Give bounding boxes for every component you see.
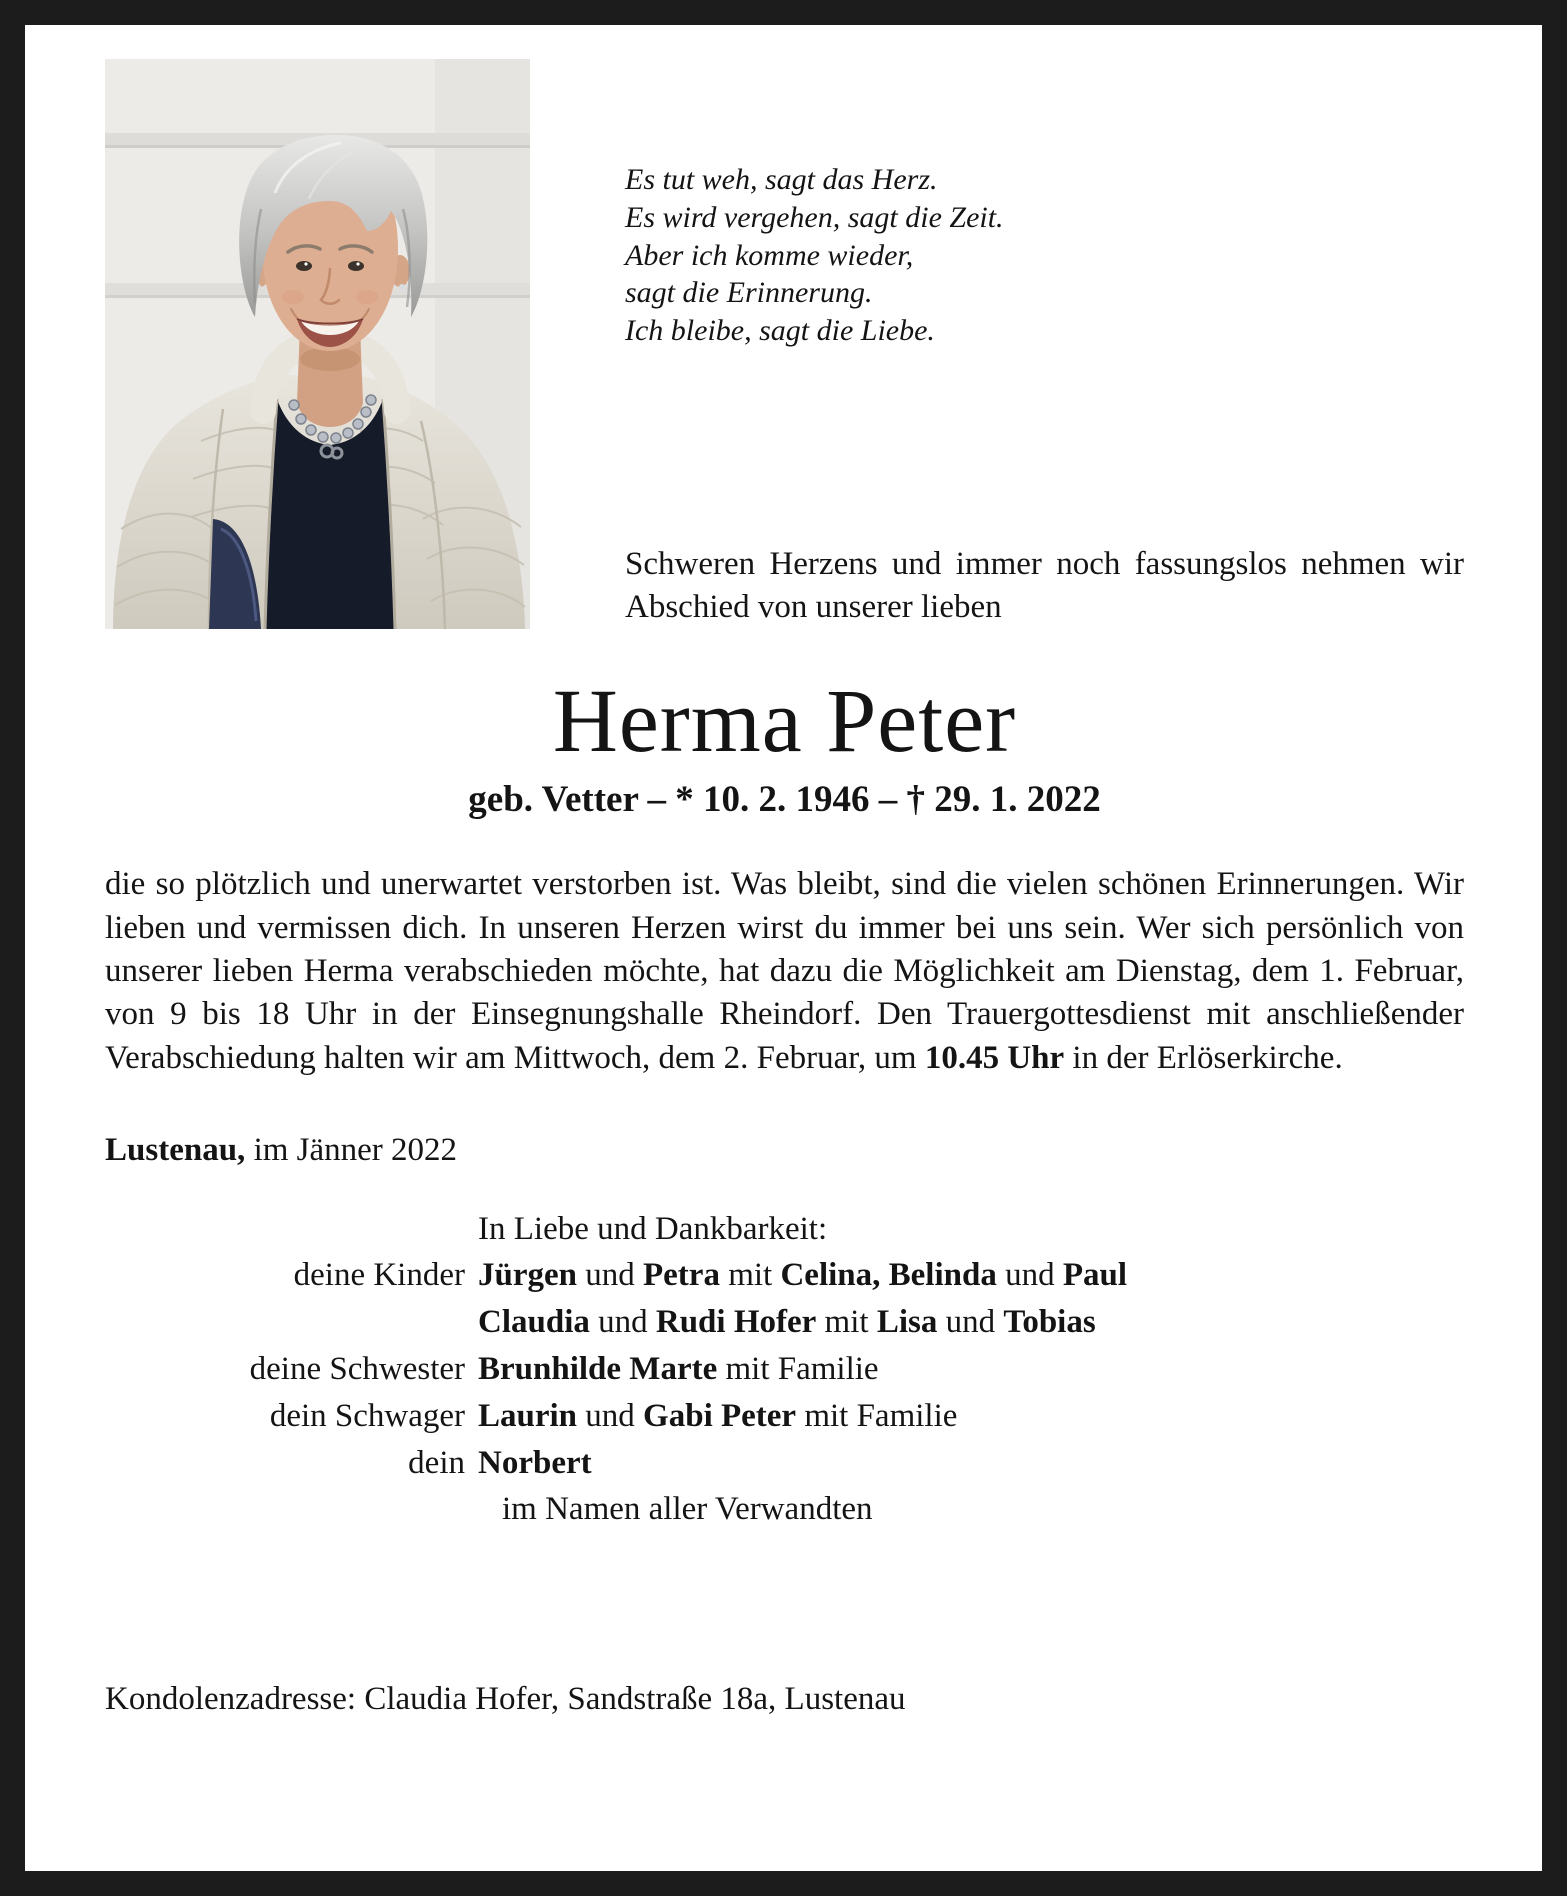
poem-line: Aber ich komme wieder, — [625, 238, 914, 272]
poem-line: Ich bleibe, sagt die Liebe. — [625, 314, 935, 348]
portrait-photo — [105, 59, 530, 629]
family-row — [105, 1299, 1464, 1346]
family-names: Laurin und Gabi Peter mit Familie — [478, 1397, 958, 1434]
family-row — [105, 1440, 1464, 1487]
birth-death-dates: geb. Vetter – * 10. 2. 1946 – † 29. 1. 2022 — [468, 779, 1101, 821]
family-row — [105, 1486, 1464, 1533]
family-names: Norbert — [478, 1444, 592, 1481]
family-names: Jürgen und Petra mit Celina, Belinda und Paul — [478, 1257, 1128, 1294]
top-right-column — [625, 59, 1464, 629]
family-list — [105, 1252, 1464, 1533]
family-names: Brunhilde Marte mit Familie — [478, 1350, 879, 1387]
family-role-label: dein — [408, 1444, 465, 1481]
family-role-label — [105, 1299, 478, 1346]
memorial-poem — [625, 161, 1464, 350]
closing-line: In Liebe und Dankbarkeit: — [478, 1211, 828, 1248]
top-section — [105, 59, 1464, 629]
poem-line: sagt die Erinnerung. — [625, 276, 873, 310]
portrait-photo-svg — [105, 59, 530, 629]
family-row — [105, 1346, 1464, 1393]
poem-line: Es tut weh, sagt das Herz. — [625, 163, 938, 196]
poem-line: Es wird vergehen, sagt die Zeit. — [625, 200, 1004, 234]
family-names: Claudia und Rudi Hofer mit Lisa und Tobias — [478, 1304, 1096, 1340]
deceased-name: Herma Peter — [552, 672, 1017, 771]
family-row — [105, 1252, 1464, 1299]
family-names: im Namen aller Verwandten — [502, 1491, 873, 1528]
family-role-label: dein Schwager — [269, 1397, 465, 1434]
condolence-address: Kondolenzadresse: Claudia Hofer, Sandstraße 18a, Lustenau — [105, 1681, 906, 1718]
dateline: Lustenau, im Jänner 2022 — [105, 1132, 458, 1169]
announcement-paragraph: die so plötzlich und unerwartet verstorben ist. Was bleibt, sind die vielen schönen Erinnerungen. Wir lieben und vermissen dich. In unseren Herzen wirst du immer bei uns sein. Wer sich persönlich von unserer lieben Herma verabschieden möchte, hat dazu die Möglichkeit am Dienstag, dem 1. Februar, von 9 bis 18 Uhr in der Einsegnungshalle Rheindorf. Den Trauergottesdienst mit anschließender Verabschiedung halten wir am Mittwoch, dem 2. Februar, um 10.45 Uhr in der Erlöserkirche. — [105, 866, 1464, 1076]
family-role-label — [105, 1486, 478, 1533]
family-row — [105, 1393, 1464, 1440]
family-role-label: deine Schwester — [249, 1350, 465, 1387]
intro-paragraph: Schweren Herzens und immer noch fassungslos nehmen wir Abschied von unserer lieben — [625, 546, 1464, 626]
family-role-label: deine Kinder — [293, 1257, 465, 1294]
